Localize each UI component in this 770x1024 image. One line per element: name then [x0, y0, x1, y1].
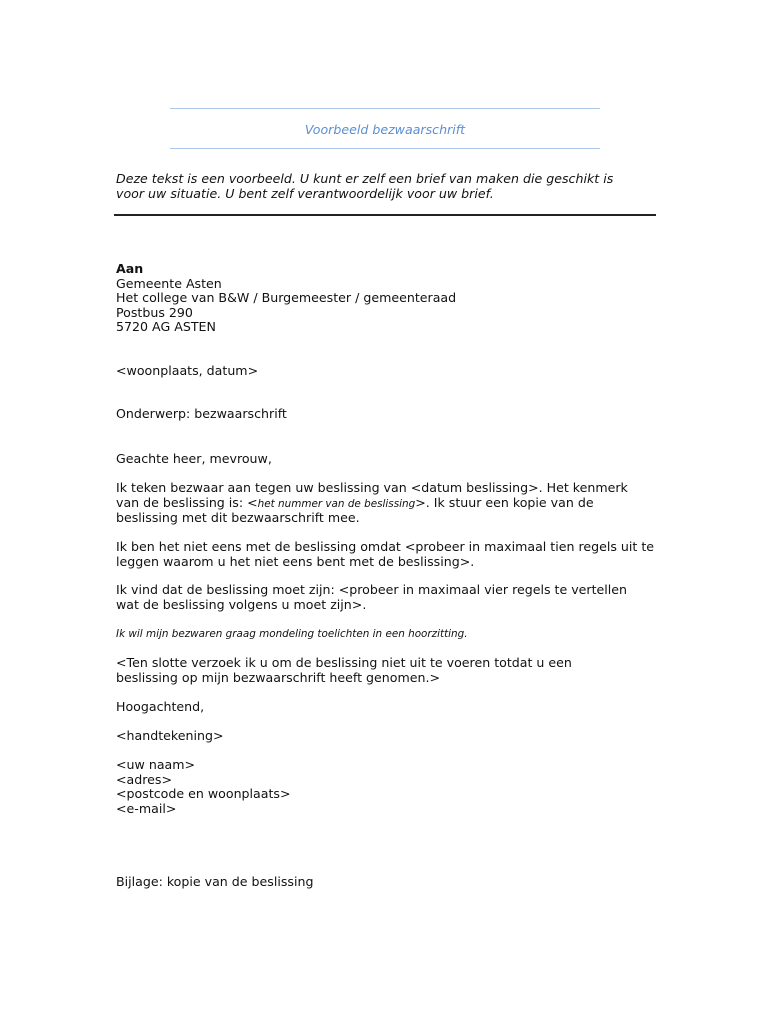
paragraph-line: wat de beslissing volgens u moet zijn>. — [116, 596, 367, 612]
paragraph-text: van de beslissing is: < — [116, 494, 258, 510]
intro-divider — [114, 214, 656, 216]
paragraph-line: <Ten slotte verzoek ik u om de beslissing niet uit te voeren totdat u een — [116, 655, 572, 670]
paragraph-suspension — [116, 656, 696, 685]
sender-block — [116, 758, 696, 816]
subject-text: Onderwerp: bezwaarschrift — [116, 406, 287, 421]
paragraph-desired-decision — [116, 583, 696, 612]
document-title: Voorbeeld bezwaarschrift — [304, 122, 466, 137]
paragraph-reason — [116, 540, 696, 569]
salutation-text: Geachte heer, mevrouw, — [116, 451, 272, 466]
intro-line: voor uw situatie. U bent zelf verantwoordelijk voor uw brief. — [116, 185, 494, 201]
recipient-line: Het college van B&W / Burgemeester / gemeenteraad — [116, 290, 457, 306]
salutation — [116, 452, 696, 467]
closing-text: Hoogachtend, — [116, 699, 205, 714]
recipient-line: Postbus 290 — [116, 304, 193, 320]
recipient-block — [116, 262, 696, 335]
paragraph-line: leggen waarom u het niet eens bent met de beslissing>. — [116, 553, 475, 569]
sender-line: <adres> — [116, 771, 173, 787]
paragraph-line — [116, 496, 696, 512]
attachment-text: Bijlage: kopie van de beslissing — [116, 874, 314, 889]
recipient-heading: Aan — [116, 261, 144, 276]
paragraph-line: Ik teken bezwaar aan tegen uw beslissing van <datum beslissing>. Het kenmerk — [116, 480, 628, 495]
paragraph-text: >. Ik stuur een kopie van de — [415, 494, 594, 510]
signature — [116, 729, 696, 744]
sender-line: <e-mail> — [116, 800, 177, 816]
title-top-rule — [170, 108, 600, 109]
paragraph-line: Ik ben het niet eens met de beslissing omdat <probeer in maximaal tien regels uit te — [116, 539, 655, 554]
intro-note — [116, 172, 676, 201]
attachment-note — [116, 875, 696, 890]
placeholder-decision-number: het nummer van de beslissing — [257, 497, 416, 510]
signature-placeholder: <handtekening> — [116, 728, 224, 743]
paragraph-line: beslissing op mijn bezwaarschrift heeft genomen.> — [116, 669, 441, 685]
hearing-request — [116, 627, 696, 642]
recipient-line: Gemeente Asten — [116, 275, 222, 291]
paragraph-line: Ik vind dat de beslissing moet zijn: <probeer in maximaal vier regels te vertellen — [116, 582, 628, 597]
closing — [116, 700, 696, 715]
place-date — [116, 364, 696, 379]
paragraph-objection — [116, 481, 696, 526]
title-bottom-rule — [170, 148, 600, 149]
place-date-text: <woonplaats, datum> — [116, 363, 259, 378]
sender-line: <postcode en woonplaats> — [116, 786, 291, 802]
paragraph-line: beslissing met dit bezwaarschrift mee. — [116, 510, 360, 526]
sender-line: <uw naam> — [116, 757, 196, 772]
recipient-line: 5720 AG ASTEN — [116, 319, 216, 335]
intro-line: Deze tekst is een voorbeeld. U kunt er zelf een brief van maken die geschikt is — [116, 171, 614, 186]
hearing-text: Ik wil mijn bezwaren graag mondeling toelichten in een hoorzitting. — [116, 628, 468, 640]
subject-line — [116, 407, 696, 422]
